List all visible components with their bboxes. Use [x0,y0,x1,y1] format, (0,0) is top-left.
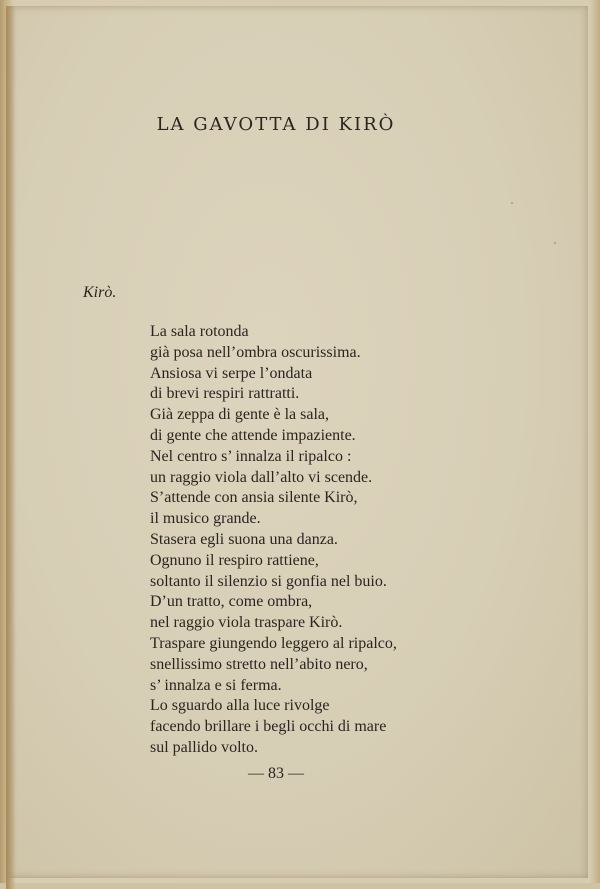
poem-line: Traspare giungendo leggero al ripalco, [150,634,397,652]
page-gutter-shadow [6,6,16,889]
poem-line: facendo brillare i begli occhi di mare [150,718,387,736]
poem-line: Ognuno il respiro rattiene, [150,551,319,569]
poem-line: Stasera egli suona una danza. [150,530,338,548]
poem-line: Ansiosa vi serpe l’ondata [150,364,313,382]
poem-line: di brevi respiri rattratti. [150,385,300,403]
poem-line: D’un tratto, come ombra, [150,593,313,611]
poem-line: di gente che attende impaziente. [150,426,356,444]
paper-speck [554,242,556,244]
poem-line: già posa nell’ombra oscurissima. [150,343,361,361]
poem-line: sul pallido volto. [150,738,258,756]
book-page [6,6,588,878]
poem-line: un raggio viola dall’alto vi scende. [150,468,373,486]
character-name: Kirò. [83,284,117,301]
poem-line: Lo sguardo alla luce rivolge [150,697,330,715]
poem-line: S’attende con ansia silente Kirò, [150,489,358,507]
poem-line: La sala rotonda [150,323,249,340]
poem-line: Già zeppa di gente è la sala, [150,406,330,424]
poem-line: soltanto il silenzio si gonfia nel buio. [150,572,387,590]
poem-line: nel raggio viola traspare Kirò. [150,614,343,632]
poem-text [150,322,397,759]
poem-line: Nel centro s’ innalza il ripalco : [150,447,352,465]
poem-line: snellissimo stretto nell’abito nero, [150,655,368,673]
poem-line: il musico grande. [150,510,261,528]
poem-line: s’ innalza e si ferma. [150,676,282,694]
page-title: LA GAVOTTA DI KIRÒ [156,114,396,135]
page-number: — 83 — [248,765,304,782]
paper-speck [511,202,513,204]
